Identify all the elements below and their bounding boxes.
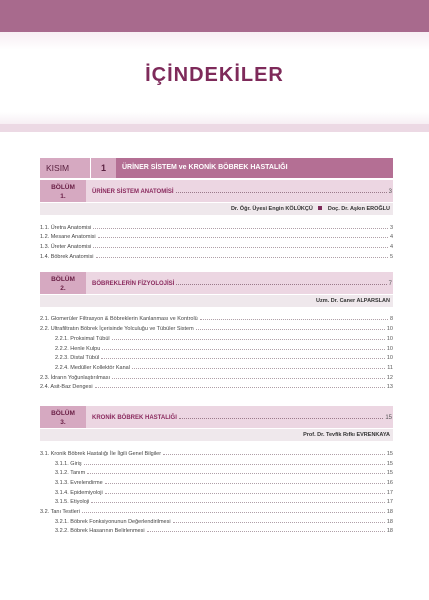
toc-entry[interactable]: 3.2. Tanı Testleri 18 [40, 509, 393, 516]
dot-leader [179, 418, 383, 419]
toc-entry[interactable]: 1.1. Üretra Anatomisi 3 [40, 224, 393, 231]
chapter-page: 7 [388, 280, 392, 287]
entry-list [40, 215, 393, 260]
chapter-authors [40, 429, 393, 441]
author: Doç. Dr. Aşkın EROĞLU [327, 206, 390, 212]
toc-entry[interactable]: 3.1. Kronik Böbrek Hastalığı İle İlgili Genel Bilgiler 15 [40, 450, 393, 457]
header-band [0, 0, 429, 32]
page-title: İÇİNDEKİLER [145, 64, 284, 86]
chapter-label: BÖLÜM 1. [40, 180, 86, 202]
part-title: ÜRİNER SİSTEM ve KRONİK BÖBREK HASTALIĞI [122, 164, 288, 171]
chapter-title: ÜRİNER SİSTEM ANATOMİSİ [92, 189, 174, 195]
chapter-label: BÖLÜM 3. [40, 406, 86, 428]
toc-entry[interactable]: 3.1.1. Giriş 15 [55, 460, 393, 467]
chapter-header[interactable] [40, 272, 393, 294]
entry-list [40, 307, 393, 391]
toc-entry[interactable]: 3.1.3. Evrelendirme 16 [55, 480, 393, 486]
toc-entry[interactable]: 3.2.1. Böbrek Fonksiyonunun Değerlendirilmesi 18 [55, 518, 393, 525]
chapter-header[interactable] [40, 180, 393, 202]
toc-entry[interactable]: 2.2.4. Medüller Kollektör Kanal 11 [55, 364, 393, 371]
chapter-2 [40, 272, 393, 391]
chapter-authors [40, 203, 393, 215]
chapter-3 [40, 406, 393, 534]
toc-entry[interactable]: 3.2.2. Böbrek Hasarının Belirlenmesi 18 [55, 528, 393, 535]
toc-entry[interactable]: 2.1. Glomerüler Filtrasyon & Böbreklerin Kanlanması ve Kontrolü 8 [40, 316, 393, 323]
toc-entry[interactable]: 2.2. Ultrafiltratın Böbrek İçerisinde Yolculuğu ve Tübüler Sistem 10 [40, 326, 393, 333]
table-of-contents [40, 158, 393, 534]
toc-entry[interactable]: 2.4. Asit-Baz Dengesi 13 [40, 384, 393, 391]
chapter-page: 3 [388, 189, 392, 195]
toc-entry[interactable]: 2.2.1. Proksimal Tübül 10 [55, 335, 393, 342]
author: Uzm. Dr. Caner ALPARSLAN [316, 297, 390, 304]
part-header [40, 158, 393, 178]
author: Dr. Öğr. Üyesi Engin KÖLÜKÇÜ [230, 206, 313, 212]
toc-entry[interactable]: 1.3. Üreter Anatomisi 4 [40, 244, 393, 251]
toc-entry[interactable]: 1.4. Böbrek Anatomisi 5 [40, 253, 393, 260]
toc-entry[interactable]: 2.2.3. Distal Tübül 10 [55, 355, 393, 362]
toc-entry[interactable]: 2.2.2. Henle Kulpu 10 [55, 345, 393, 352]
chapter-label: BÖLÜM 2. [40, 272, 86, 294]
chapter-authors [40, 295, 393, 307]
chapter-header[interactable] [40, 406, 393, 428]
chapter-title: BÖBREKLERİN FİZYOLOJİSİ [92, 280, 175, 287]
toc-entry[interactable]: 1.2. Mesane Anatomisi 4 [40, 234, 393, 241]
toc-entry[interactable]: 3.1.5. Etiyoloji 17 [55, 499, 393, 506]
dot-leader [176, 284, 386, 285]
toc-entry[interactable]: 2.3. İdrarın Yoğunlaştırılması 12 [40, 374, 393, 381]
chapter-title: KRONİK BÖBREK HASTALIĞI [92, 415, 177, 422]
part-label: KISIM [40, 158, 90, 178]
toc-entry[interactable]: 3.1.4. Epidemiyoloji 17 [55, 489, 393, 496]
part-number: 1 [90, 158, 116, 178]
dot-leader [176, 192, 387, 193]
chapter-page: 15 [385, 415, 392, 422]
square-bullet-icon [318, 206, 322, 210]
chapter-1 [40, 180, 393, 260]
author: Prof. Dr. Tevfik Rıfkı EVRENKAYA [303, 432, 390, 439]
entry-list [40, 441, 393, 534]
toc-entry[interactable]: 3.1.2. Tanım 15 [55, 470, 393, 477]
